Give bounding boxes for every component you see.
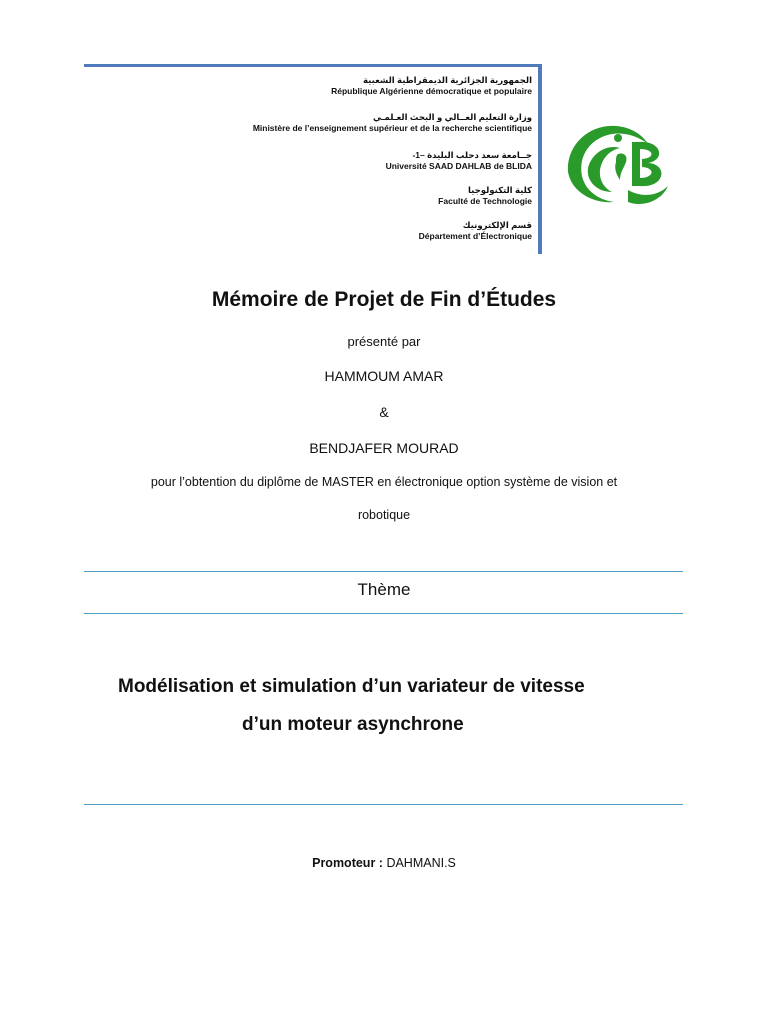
department-arabic: قسم الإلكترونيك xyxy=(462,220,532,230)
faculty-block xyxy=(438,185,532,207)
divider-rule xyxy=(84,613,683,614)
degree-purpose-line1: pour l’obtention du diplôme de MASTER en électronique option système de vision et xyxy=(150,475,618,489)
divider-rule xyxy=(84,571,683,572)
university-french: Université SAAD DAHLAB de BLIDA xyxy=(385,161,532,171)
subject-title-line1: Modélisation et simulation d’un variateur de vitesse xyxy=(118,676,585,697)
ministry-block xyxy=(253,112,532,134)
ministry-arabic: وزارة التعليم العــالي و البحث العـلمـي xyxy=(373,112,532,122)
degree-purpose-line2: robotique xyxy=(357,508,411,522)
university-logo-icon xyxy=(558,116,674,210)
promoter-line xyxy=(0,856,768,870)
department-block xyxy=(419,220,532,242)
divider-rule xyxy=(84,804,683,805)
faculty-arabic: كلية التكنولوجيا xyxy=(467,185,532,195)
faculty-french: Faculté de Technologie xyxy=(438,196,532,206)
document-title: Mémoire de Projet de Fin d’Études xyxy=(211,288,557,311)
institution-header xyxy=(84,64,542,254)
university-block xyxy=(386,150,532,172)
author-name: HAMMOUM AMAR xyxy=(324,368,444,384)
promoter-name: DAHMANI.S xyxy=(386,856,456,870)
promoter-label: Promoteur : xyxy=(312,856,383,870)
author-separator: & xyxy=(379,404,389,420)
university-arabic: جــامعة سعد دحلب البليدة –1- xyxy=(412,150,532,160)
author-name: BENDJAFER MOURAD xyxy=(309,440,459,456)
presented-by: présenté par xyxy=(347,334,421,349)
department-french: Département d’Électronique xyxy=(418,231,532,241)
theme-label: Thème xyxy=(357,580,411,599)
republic-arabic: الجمهورية الجزائرية الديمقراطية الشعبية xyxy=(363,75,532,85)
subject-title-line2: d’un moteur asynchrone xyxy=(242,714,464,735)
republic-french: République Algérienne démocratique et populaire xyxy=(331,86,532,96)
ministry-french: Ministère de l’enseignement supérieur et de la recherche scientifique xyxy=(252,123,532,133)
republic-block xyxy=(331,75,532,97)
